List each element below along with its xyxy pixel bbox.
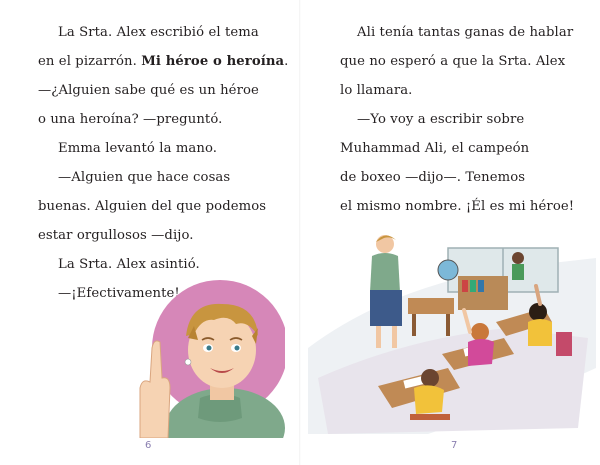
text-line: el mismo nombre. ¡Él es mi héroe! [340, 199, 575, 214]
bold-title: Mi héroe o heroína [141, 54, 285, 69]
right-page [300, 0, 600, 465]
student-pink-shirt [468, 339, 494, 366]
student-head [471, 323, 489, 341]
text-segment: en el pizarrón. [38, 54, 137, 69]
teacher-skirt [370, 290, 402, 326]
text-line: —Alguien que hace cosas [58, 170, 231, 185]
book [470, 280, 476, 292]
backpack [556, 332, 572, 356]
teacher-sweater [370, 253, 400, 292]
text-line: Ali tenía tantas ganas de hablar [357, 25, 574, 40]
text-line: lo llamara. [340, 83, 413, 98]
student-yellow-shirt [414, 385, 444, 414]
text-line [38, 54, 288, 70]
text-line: —¿Alguien sabe qué es un héroe [38, 83, 259, 98]
desk-leg [446, 314, 450, 336]
book [478, 280, 484, 292]
teacher-leg [392, 326, 397, 348]
teacher-leg [376, 326, 381, 348]
text-line: de boxeo —dijo—. Tenemos [340, 170, 526, 185]
eye-pupil [235, 346, 240, 351]
chair [410, 414, 450, 420]
text-line: Muhammad Ali, el campeón [340, 141, 530, 156]
text-line: que no esperó a que la Srta. Alex [340, 54, 566, 69]
student-shirt [512, 264, 524, 280]
text-line: La Srta. Alex asintió. [58, 257, 200, 272]
text-line: estar orgullosos —dijo. [38, 228, 194, 243]
text-line: Emma levantó la mano. [58, 141, 218, 156]
student-head [529, 303, 547, 321]
text-line: La Srta. Alex escribió el tema [58, 25, 259, 40]
earring-icon [185, 359, 191, 365]
desk-leg [412, 314, 416, 336]
page-number: 7 [451, 440, 458, 451]
student-head [512, 252, 524, 264]
text-segment: . [284, 54, 289, 69]
teacher-desk [408, 298, 454, 314]
text-line: —Yo voy a escribir sobre [357, 112, 525, 127]
eye-pupil [207, 346, 212, 351]
student-head [421, 369, 439, 387]
teacher-portrait-illustration [110, 278, 285, 438]
text-line: —¡Efectivamente! [58, 286, 180, 301]
book [462, 280, 468, 292]
text-line: o una heroína? —preguntó. [38, 112, 223, 127]
student-shirt [528, 319, 552, 346]
classroom-scene-illustration [308, 228, 596, 434]
text-line: buenas. Alguien del que podemos [38, 199, 267, 214]
page-number: 6 [145, 440, 152, 451]
globe [438, 260, 458, 280]
